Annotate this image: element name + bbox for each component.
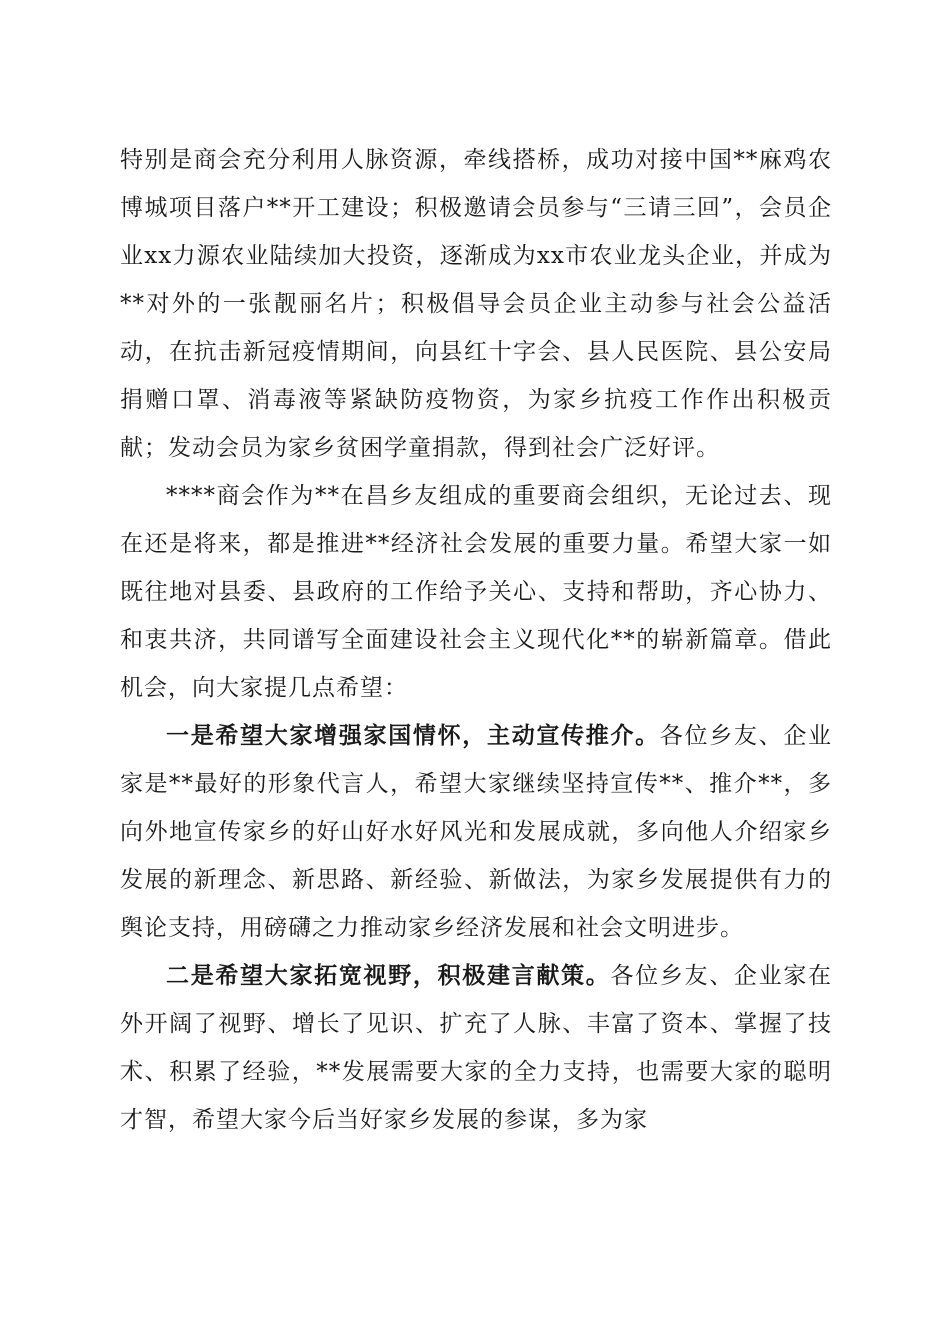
paragraph-hope-two bbox=[120, 952, 832, 1144]
paragraph-text: 特别是商会充分利用人脉资源，牵线搭桥，成功对接中国**麻鸡农博城项目落户**开工建设；积极邀请会员参与“三请三回”，会员企业xx力源农业陆续加大投资，逐渐成为xx市农业龙头企业，并成为**对外的一张靓丽名片；积极倡导会员企业主动参与社会公益活动，在抗击新冠疫情期间，向县红十字会、县人民医院、县公安局捐赠口罩、消毒液等紧缺防疫物资，为家乡抗疫工作作出积极贡献；发动会员为家乡贫困学童捐款，得到社会广泛好评。 bbox=[120, 147, 832, 461]
paragraph-lead: 一是希望大家增强家国情怀，主动宣传推介。 bbox=[166, 722, 660, 749]
paragraph-text: 各位乡友、企业家是**最好的形象代言人，希望大家继续坚持宣传**、推介**，多向外地宣传家乡的好山好水好风光和发展成就，多向他人介绍家乡发展的新理念、新思路、新经验、新做法，为家乡发展提供有力的舆论支持，用磅礴之力推动家乡经济发展和社会文明进步。 bbox=[120, 723, 833, 941]
paragraph-lead: 二是希望大家拓宽视野，积极建言献策。 bbox=[166, 962, 611, 989]
paragraph-text: 各位乡友、企业家在外开阔了视野、增长了见识、扩充了人脉、丰富了资本、掌握了技术、积累了经验，**发展需要大家的全力支持，也需要大家的聪明才智，希望大家今后当好家乡发展的参谋，多为家 bbox=[120, 963, 833, 1133]
paragraph-continuation bbox=[120, 136, 832, 472]
paragraph-text: ****商会作为**在昌乡友组成的重要商会组织，无论过去、现在还是将来，都是推进**经济社会发展的重要力量。希望大家一如既往地对县委、县政府的工作给予关心、支持和帮助，齐心协力、和衷共济，共同谱写全面建设社会主义现代化**的崭新篇章。借此机会，向大家提几点希望： bbox=[120, 483, 832, 701]
document-body bbox=[120, 136, 832, 1144]
paragraph-chamber-role bbox=[120, 472, 832, 712]
paragraph-hope-one bbox=[120, 712, 832, 952]
